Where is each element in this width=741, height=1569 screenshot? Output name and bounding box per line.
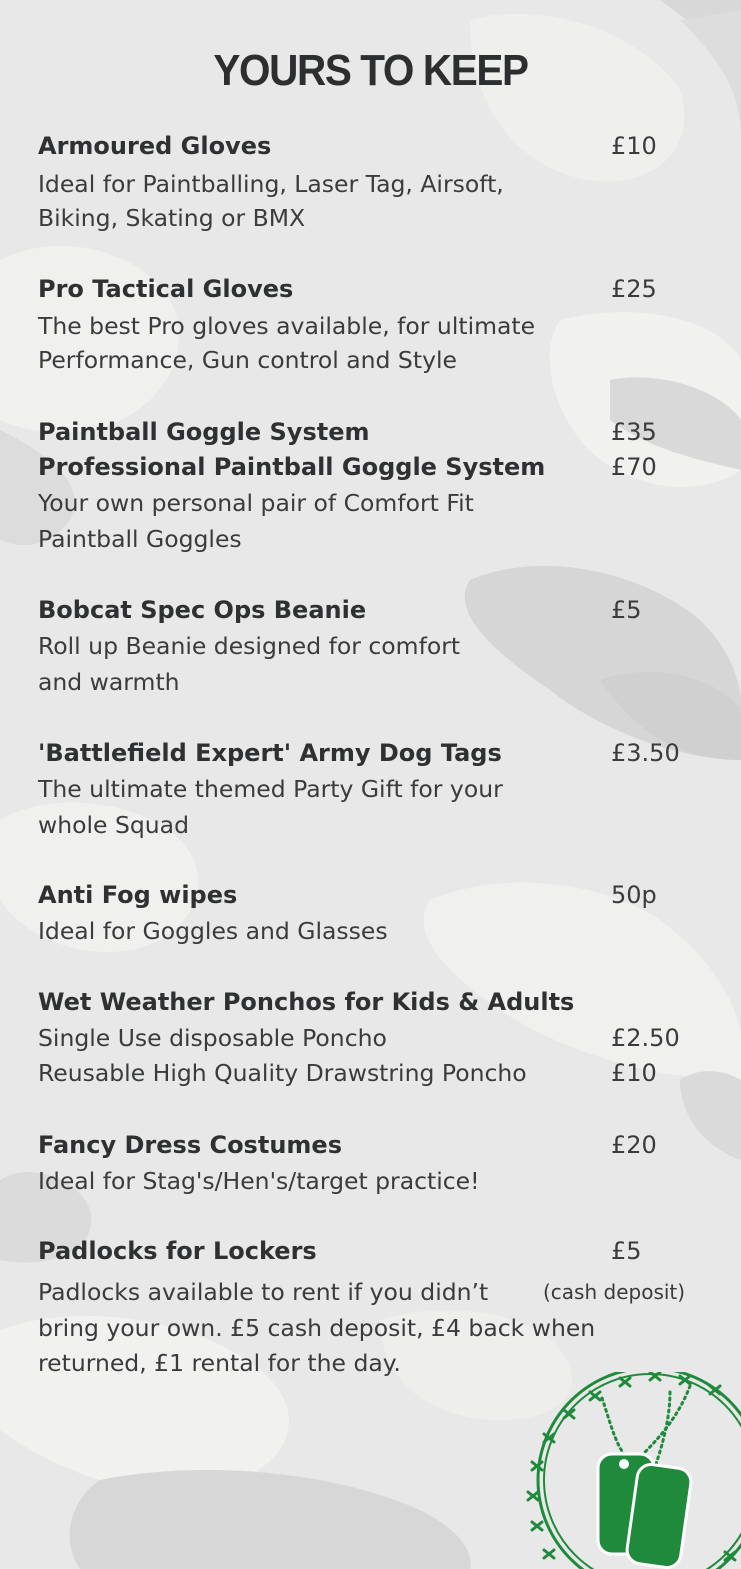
item-name: Bobcat Spec Ops Beanie <box>38 596 367 624</box>
item-description: bring your own. £5 cash deposit, £4 back when <box>38 1314 596 1342</box>
item-description: Ideal for Paintballing, Laser Tag, Airsoft, <box>38 170 504 198</box>
item-description: Biking, Skating or BMX <box>38 204 306 232</box>
item-description: Your own personal pair of Comfort Fit <box>38 489 474 517</box>
item-price: £35 <box>611 418 657 446</box>
page-title: YOURS TO KEEP <box>213 46 528 95</box>
item-name: Anti Fog wipes <box>38 881 238 909</box>
item-price: £3.50 <box>611 739 680 767</box>
item-description: whole Squad <box>38 811 189 839</box>
item-description: Performance, Gun control and Style <box>38 346 457 374</box>
item-description: Roll up Beanie designed for comfort <box>38 632 461 660</box>
item-description: returned, £1 rental for the day. <box>38 1349 401 1377</box>
price-note: (cash deposit) <box>543 1280 686 1304</box>
item-option-label: Single Use disposable Poncho <box>38 1024 387 1052</box>
item-name: Padlocks for Lockers <box>38 1237 317 1265</box>
item-price: £70 <box>611 453 657 481</box>
item-description: Paintball Goggles <box>38 525 242 553</box>
item-price: £5 <box>611 1237 642 1265</box>
item-name: Paintball Goggle System <box>38 418 370 446</box>
item-name: Professional Paintball Goggle System <box>38 453 546 481</box>
item-name: Wet Weather Ponchos for Kids & Adults <box>38 988 575 1016</box>
item-description: Ideal for Goggles and Glasses <box>38 917 388 945</box>
item-price: £20 <box>611 1131 657 1159</box>
item-description: The best Pro gloves available, for ultimate <box>38 312 536 340</box>
dog-tags-icon <box>520 1372 741 1569</box>
item-name: Fancy Dress Costumes <box>38 1131 342 1159</box>
item-price: £25 <box>611 275 657 303</box>
item-name: Pro Tactical Gloves <box>38 275 294 303</box>
item-price: £10 <box>611 132 657 160</box>
item-price: £10 <box>611 1059 657 1087</box>
item-description: and warmth <box>38 668 180 696</box>
item-name: 'Battlefield Expert' Army Dog Tags <box>38 739 502 767</box>
item-price: £5 <box>611 596 642 624</box>
item-description: Ideal for Stag's/Hen's/target practice! <box>38 1167 480 1195</box>
item-price: 50p <box>611 881 657 909</box>
item-description: The ultimate themed Party Gift for your <box>38 775 503 803</box>
item-name: Armoured Gloves <box>38 132 272 160</box>
item-option-label: Reusable High Quality Drawstring Poncho <box>38 1059 527 1087</box>
item-price: £2.50 <box>611 1024 680 1052</box>
item-description: Padlocks available to rent if you didn’t <box>38 1278 489 1306</box>
